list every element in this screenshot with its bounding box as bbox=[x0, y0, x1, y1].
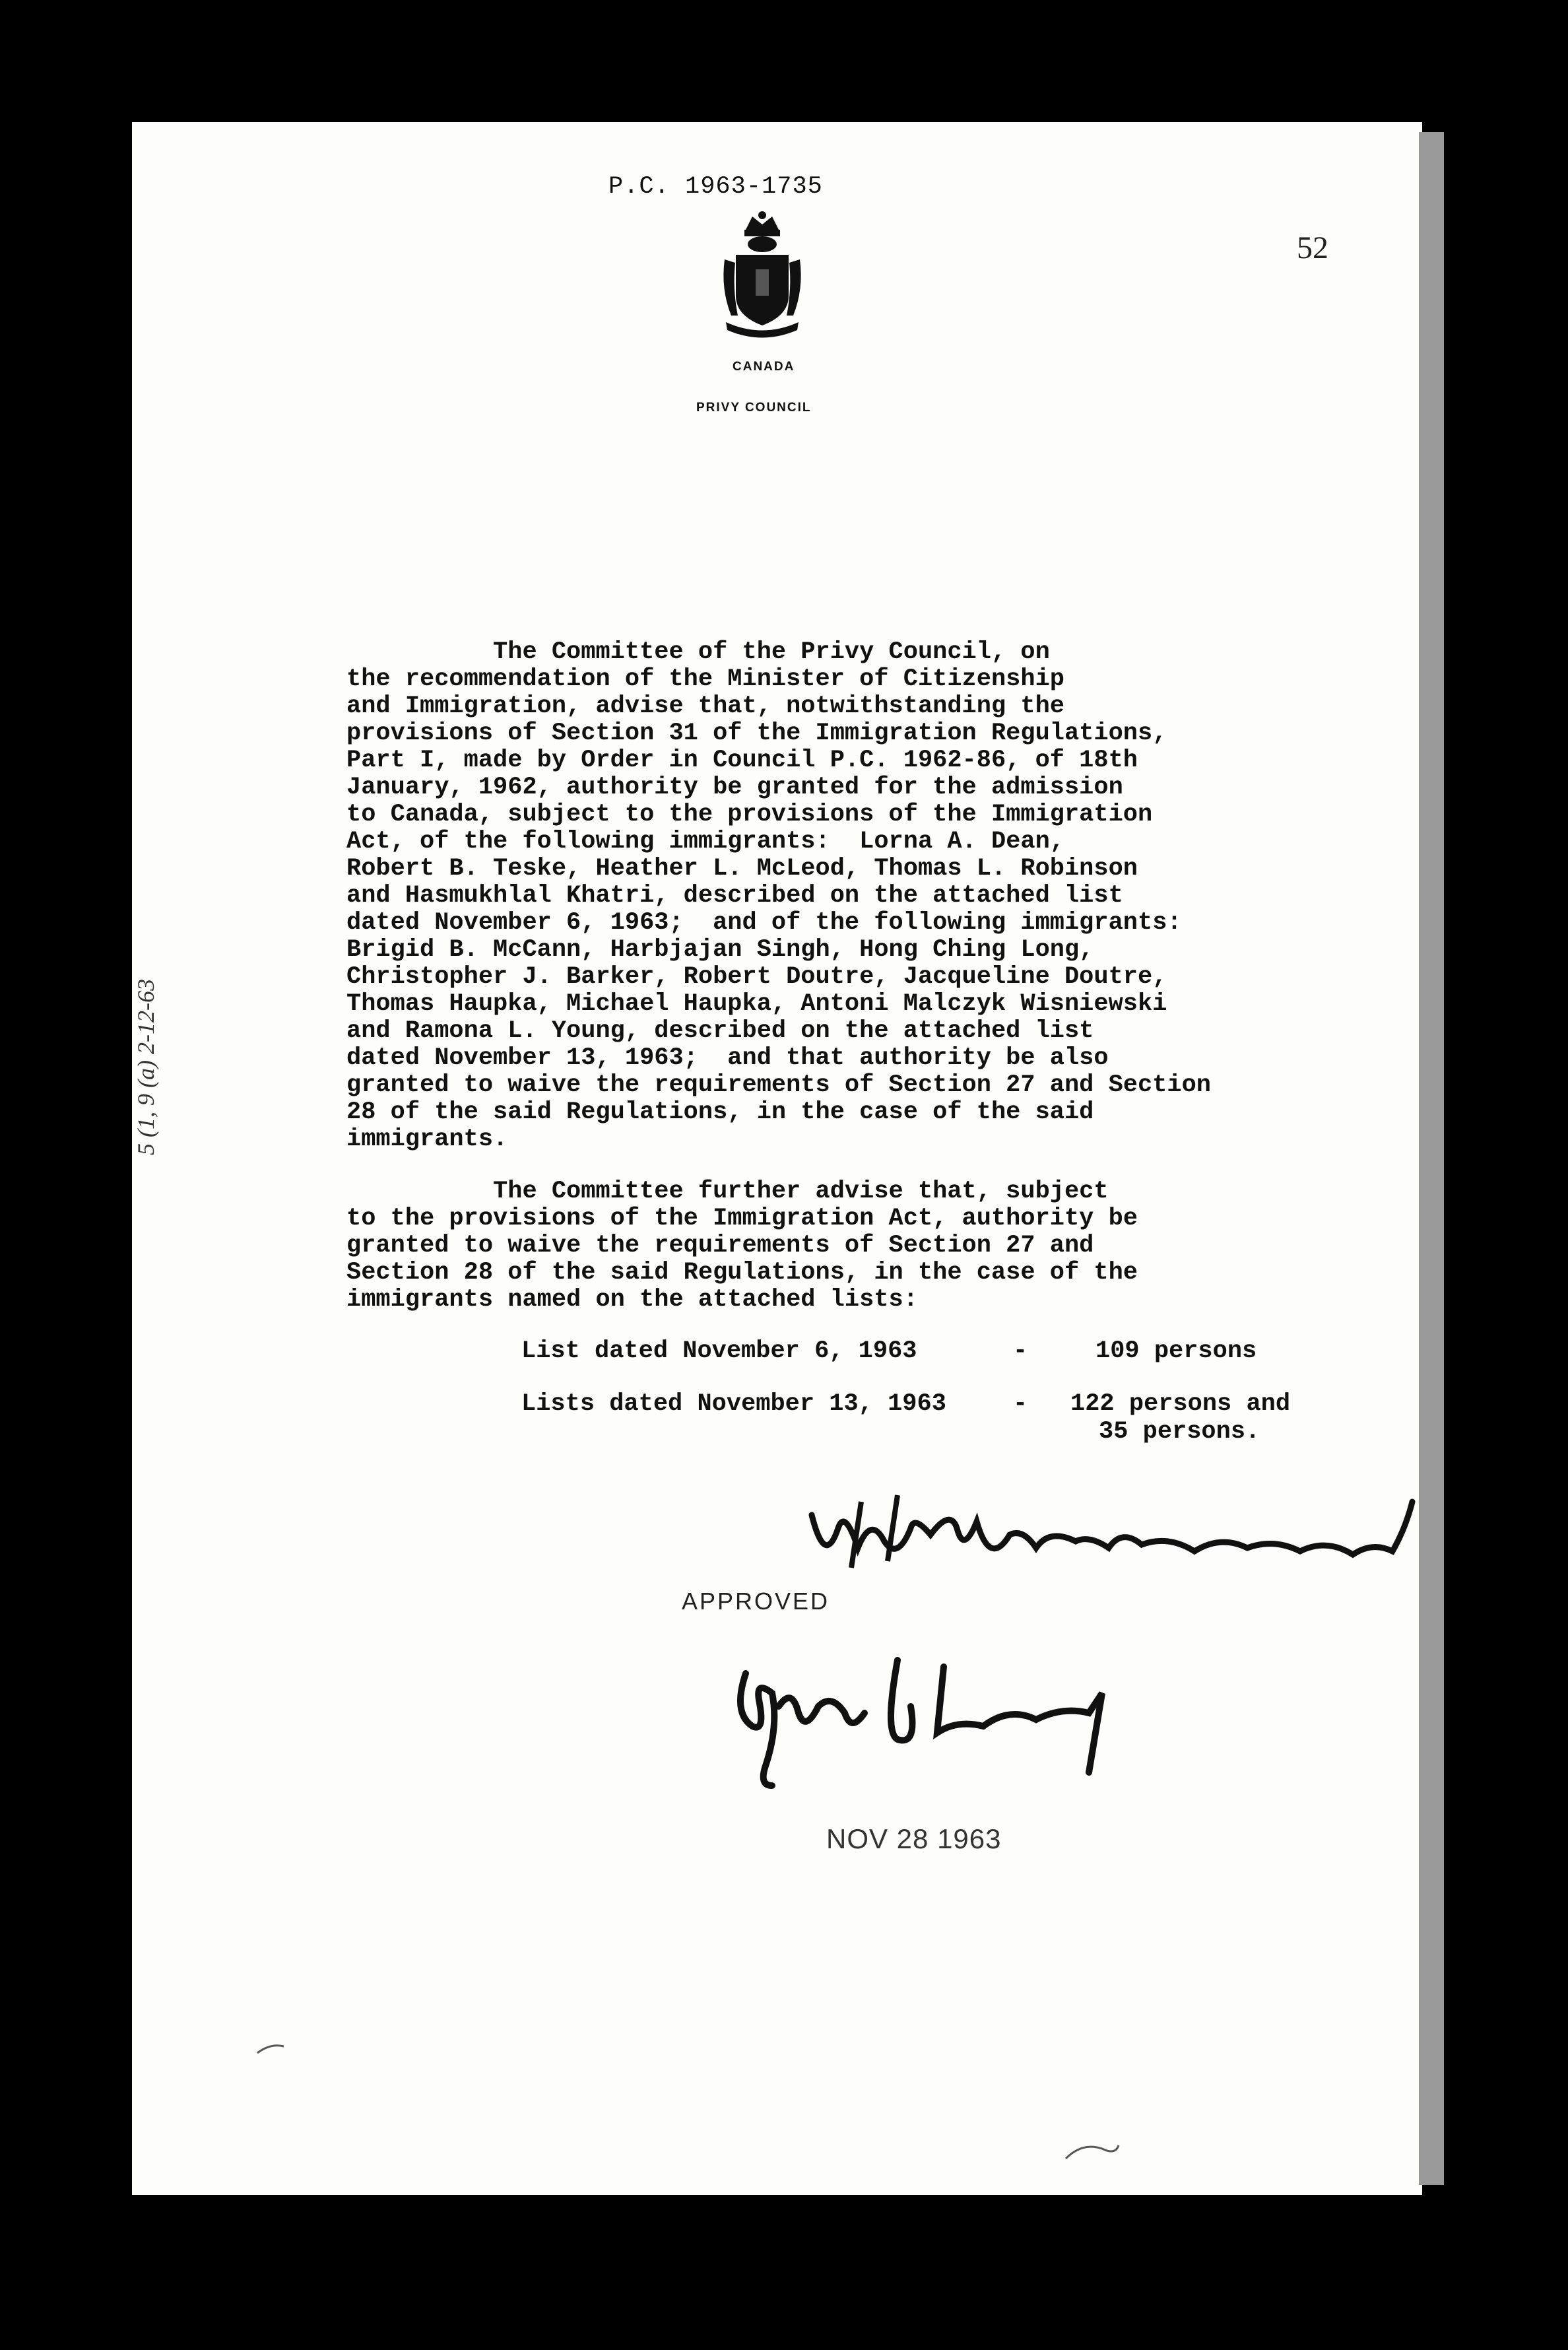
stray-mark-bottom bbox=[1062, 2139, 1122, 2165]
text-line: January, 1962, authority be granted for the admission bbox=[346, 774, 1123, 801]
list-row-1-dash: - bbox=[1013, 1337, 1028, 1365]
signature-governor-general bbox=[719, 1634, 1115, 1799]
page-edge-shadow bbox=[1419, 132, 1444, 2185]
text-line: Robert B. Teske, Heather L. McLeod, Thomas L. Robinson bbox=[346, 855, 1138, 883]
page-number: 52 bbox=[1297, 230, 1328, 265]
list-row-2-count: 122 persons and bbox=[1070, 1390, 1291, 1418]
list-row-2-label: Lists dated November 13, 1963 bbox=[521, 1390, 946, 1418]
text-line: and Hasmukhlal Khatri, described on the attached list bbox=[346, 882, 1123, 910]
text-line: Christopher J. Barker, Robert Doutre, Jacqueline Doutre, bbox=[346, 963, 1167, 991]
text-line: The Committee further advise that, subject bbox=[346, 1178, 1109, 1205]
text-line: provisions of Section 31 of the Immigration Regulations, bbox=[346, 720, 1167, 747]
stray-mark-left bbox=[254, 2040, 287, 2060]
order-number: P.C. 1963-1735 bbox=[608, 173, 823, 201]
margin-annotation: 5 (1, 9 (a) 2-12-63 bbox=[133, 979, 159, 1155]
list-row-3-count: 35 persons. bbox=[1099, 1418, 1260, 1446]
list-row-1-label: List dated November 6, 1963 bbox=[521, 1337, 917, 1365]
text-line: immigrants. bbox=[346, 1125, 508, 1153]
paragraph-1 bbox=[346, 639, 1211, 1153]
text-line: Part I, made by Order in Council P.C. 1962-86, of 18th bbox=[346, 747, 1138, 774]
text-line: and Immigration, advise that, notwithstanding the bbox=[346, 692, 1064, 720]
text-line: Brigid B. McCann, Harbjajan Singh, Hong Ching Long, bbox=[346, 936, 1094, 964]
approved-stamp: APPROVED bbox=[682, 1588, 830, 1615]
country-label: CANADA bbox=[733, 360, 795, 374]
office-label: PRIVY COUNCIL bbox=[696, 401, 812, 415]
text-line: Act, of the following immigrants: Lorna A. Dean, bbox=[346, 828, 1064, 856]
text-line: to Canada, subject to the provisions of the Immigration bbox=[346, 801, 1153, 828]
text-line: granted to waive the requirements of Section 27 and bbox=[346, 1232, 1094, 1259]
text-line: dated November 13, 1963; and that authority be also bbox=[346, 1044, 1109, 1072]
text-line: The Committee of the Privy Council, on bbox=[346, 638, 1050, 666]
list-row-1-count: 109 persons bbox=[1095, 1337, 1257, 1365]
text-line: Thomas Haupka, Michael Haupka, Antoni Malczyk Wisniewski bbox=[346, 990, 1167, 1018]
text-line: 28 of the said Regulations, in the case of the said bbox=[346, 1098, 1094, 1126]
text-line: Section 28 of the said Regulations, in the case of the bbox=[346, 1259, 1138, 1287]
text-line: to the provisions of the Immigration Act, authority be bbox=[346, 1205, 1138, 1232]
document-page bbox=[132, 122, 1422, 2195]
coat-of-arms-icon bbox=[719, 210, 805, 342]
text-line: dated November 6, 1963; and of the following immigrants: bbox=[346, 909, 1182, 937]
text-line: the recommendation of the Minister of Citizenship bbox=[346, 665, 1064, 693]
list-row-2-dash: - bbox=[1013, 1390, 1028, 1418]
text-line: immigrants named on the attached lists: bbox=[346, 1286, 918, 1314]
text-line: granted to waive the requirements of Section 27 and Section bbox=[346, 1071, 1212, 1099]
signature-clerk bbox=[799, 1489, 1425, 1581]
paragraph-2 bbox=[346, 1178, 1138, 1314]
text-line: and Ramona L. Young, described on the attached list bbox=[346, 1017, 1094, 1045]
date-stamp: NOV 28 1963 bbox=[826, 1823, 1002, 1854]
